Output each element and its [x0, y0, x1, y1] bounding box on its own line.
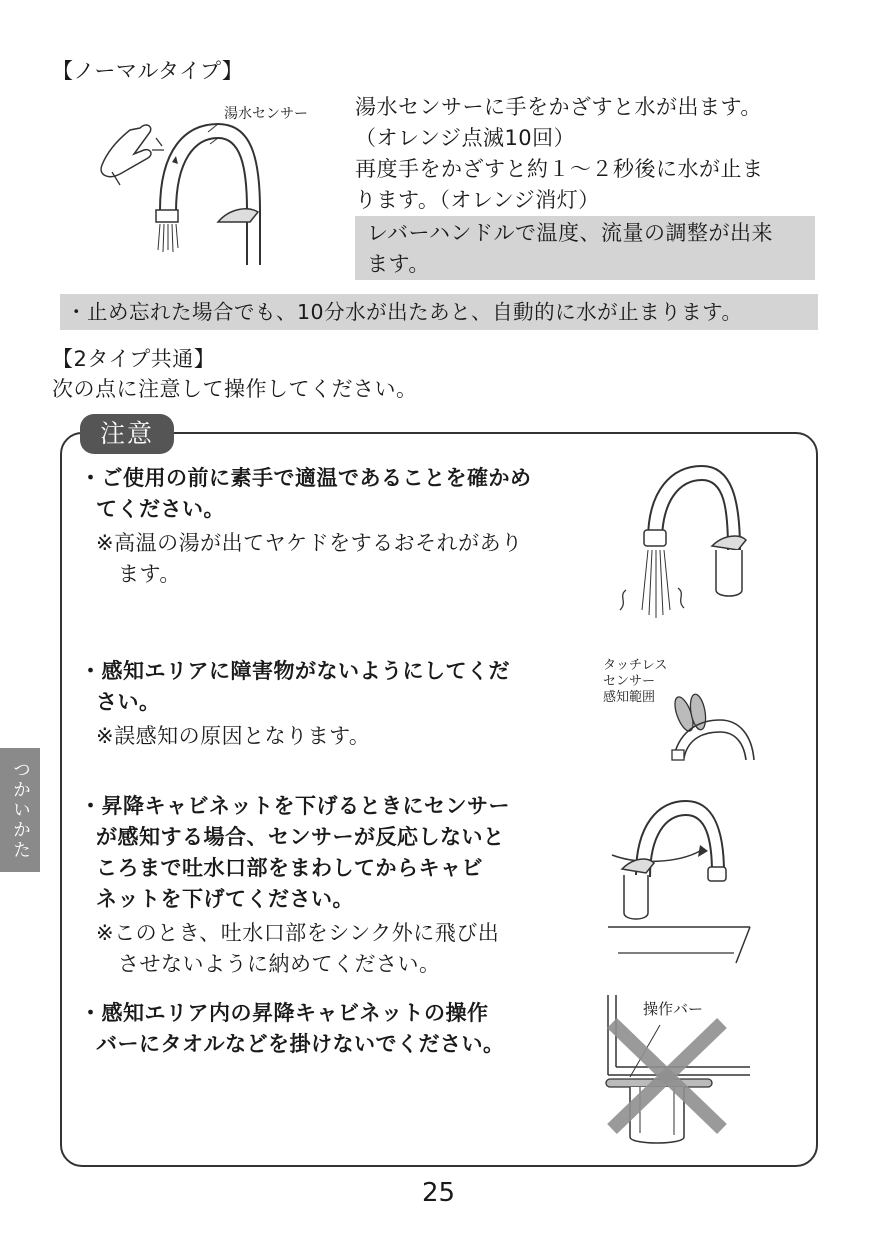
sensor-range-illustration — [660, 690, 770, 770]
lever-note-box — [355, 216, 815, 280]
operation-bar-label: 操作バー — [643, 1000, 704, 1018]
normal-desc-line-4: ります。（オレンジ消灯） — [355, 188, 600, 212]
sensor-label: 湯水センサー — [224, 106, 308, 122]
sensor-range-label-3: 感知範囲 — [603, 690, 656, 705]
faucet-hand-illustration — [90, 110, 280, 275]
section-side-tab: つかいかた — [0, 748, 40, 872]
caution-1-line-1: ・ご使用の前に素手で適温であることを確かめ — [80, 466, 532, 490]
auto-stop-note: ・止め忘れた場合でも、10分水が出たあと、自動的に水が止まります。 — [60, 294, 818, 330]
caution-3-line-4: ネットを下げてください。 — [96, 887, 354, 911]
caution-4-line-2: バーにタオルなどを掛けないでください。 — [96, 1032, 505, 1056]
caution-3-line-1: ・昇降キャビネットを下げるときにセンサー — [80, 794, 510, 818]
caution-2-line-2: さい。 — [96, 690, 161, 714]
normal-desc-line-1: 湯水センサーに手をかざすと水が出ます。 — [355, 95, 762, 119]
caution-4-line-1: ・感知エリア内の昇降キャビネットの操作 — [80, 1001, 489, 1025]
caution-1-note-2: ます。 — [118, 562, 181, 586]
normal-desc-line-3: 再度手をかざすと約１～２秒後に水が止ま — [355, 157, 764, 181]
caution-2-note-1: ※誤感知の原因となります。 — [96, 724, 371, 748]
sensor-range-label-1: タッチレス — [603, 658, 668, 673]
caution-1-line-2: てください。 — [96, 497, 225, 521]
page-number: 25 — [421, 1178, 456, 1208]
rotate-spout-illustration — [608, 795, 758, 970]
common-intro: 次の点に注意して操作してください。 — [52, 377, 418, 401]
hot-water-faucet-illustration — [612, 460, 752, 630]
caution-2-line-1: ・感知エリアに障害物がないようにしてくだ — [80, 659, 510, 683]
lever-note-line-1: レバーハンドルで温度、流量の調整が出来 — [367, 221, 773, 245]
caution-3-line-2: が感知する場合、センサーが反応しないと — [96, 825, 505, 849]
normal-desc-line-2: （オレンジ点滅10回） — [355, 126, 576, 150]
lever-note-line-2: ます。 — [367, 252, 430, 276]
caution-3-line-3: ころまで吐水口部をまわしてからキャビ — [96, 856, 483, 880]
towel-on-bar-prohibited-illustration — [600, 995, 760, 1155]
caution-3-note-2: させないように納めてください。 — [118, 952, 441, 976]
caution-1-note-1: ※高温の湯が出てヤケドをするおそれがあり — [96, 531, 523, 555]
sensor-range-label-2: センサー — [603, 674, 656, 689]
normal-type-heading: 【ノーマルタイプ】 — [52, 59, 244, 83]
caution-3-note-1: ※このとき、吐水口部をシンク外に飛び出 — [96, 921, 500, 945]
common-heading: 【2タイプ共通】 — [52, 347, 216, 371]
caution-tab: 注意 — [80, 414, 174, 454]
